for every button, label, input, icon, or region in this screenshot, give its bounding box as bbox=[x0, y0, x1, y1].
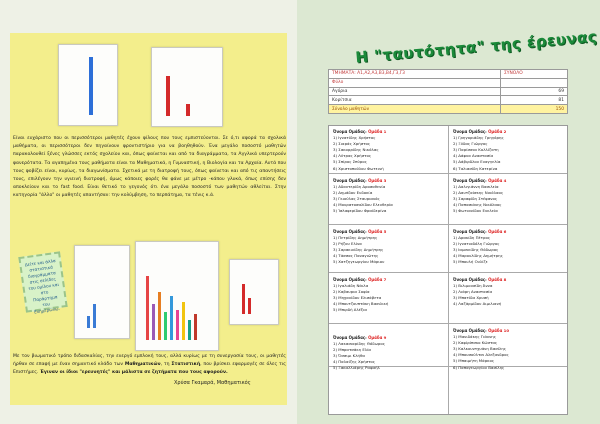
header-left: ΤΜΗΜΑΤΑ: Α1,Α2,Α3,Β3,Β4,Γ3,Γ3 bbox=[329, 70, 501, 79]
left-page bbox=[0, 0, 297, 424]
group-cell: Όνομα Ομάδας: Ομάδα 4 1) Δαλιγιάννη Βασιλεία 2) Δαυτζαίσκης Νικόλαος 3) Σαραφίδη Στέφανος 4) Παπασιάνης Νικόλαος 5) Φωτιανίδου Ευκλεία bbox=[453, 178, 507, 214]
chart-photo-5 bbox=[229, 259, 279, 325]
header-right: ΣΥΝΟΛΟ bbox=[501, 70, 568, 79]
group-cell: Όνομα Ομάδας: Ομάδα 5 1) Πετρίδης Δημήτρης 2) Ρήζου Ελίνα 3) Σαρακινίδης Δημήτρης 4) Τάσσας Παναγιώτης 5) Χατζηγεωργίου Μάριου bbox=[333, 229, 387, 265]
group-cell: Όνομα Ομάδας: Ομάδα 1 1) Ιγνατίδης Χρήστος 2) Σιαράς Χρήστος 3) Σακορρίδης Νικόλας 4) Λύτρας Χρήστος 5) Σπίρος Σπύρος 6) Χριστοπούλου Φωτεινή bbox=[333, 129, 387, 171]
table-row: Αγόρια 69 bbox=[329, 87, 568, 96]
group-cell: Όνομα Ομάδας: Ομάδα 3 1) Αδαντερίδη Δροσοθενία 2) Δημάδου Ευδοκία 3) Γκιούλας Σταυριανός 4) Μουρατοσαλίδου Ελευθερία 5) Ίσλαφερίδου Φραίδερίνα bbox=[333, 178, 393, 214]
group-cell: Όνομα Ομάδας: Ομάδα 10 1) Μανιδάκης Γιάννης 2) Καφίρίπσκο Κώστας 3) Καλκουντχυάνη Βασίλης 4) Μπουσούλτσι Αλεξανδρος 5) Μπαιμήτη Μάρκος 6) Παπαγεωργίου Βασίλης bbox=[453, 328, 510, 370]
row-divider bbox=[329, 173, 567, 174]
row-divider bbox=[329, 323, 567, 324]
group-cell: Όνομα Ομάδας: Ομάδα 9 1) Λακασιαρίδης Θόδωρος 2) Μπρατσάκη Ελία 3) Όσσιμι Κλήθα 4) Παλαίζης Χρήστος 5) Ξακαλλιάρης Ραφαήλ bbox=[333, 335, 387, 371]
groups-table bbox=[328, 125, 568, 415]
article-paragraph: Είναι ευχάριστο που οι περισσότεροι μαθητές έχουν φίλους που τους εμπιστεύονται. Σε ό,τι αφορά τα σχολικά μαθήματα, οι περισσότεροι δεν πηγαίνουν φροντιστήριο για να βοηθηθούν. Ένα μεγάλο ποσοστό μαθητών παρακολουθεί ξένες γλώσσες εκτός σχολείου και, όπως φαίνεται και από τα διαγράμματα, τα Αγγλικά υπερτερούν φανερότατα. Τα αγαπημένα τους μαθήματα είναι τα Μαθηματικά, η Γυμναστική, η Βιολογία και τα Αρχαία. Αυτά που τους φοβίζει είναι, κυρίως, τα διαγωνίσματα. Σχετικά με τη διατροφή τους, όπως φαίνεται και από τις απαντήσεις τους, επιλέγουν την υγιεινή διατροφή, όμως κάποιες φορές θα φάνε με μέτρο -κάπου γλυκά, όπως επίσης δεν αποκλείουν και το fast food. Είναι θετικό το γεγονός ότι ένα μεγάλο ποσοστό των μαθητών αθλείται. Στην κατηγορία "άλλο" οι μαθητές απαντήσαν: την κολύμβηση, το περπάτημα, τα τένις κ.ά. bbox=[13, 136, 286, 199]
chart-photo-4 bbox=[135, 241, 219, 351]
closing-paragraph: Με τον βιωματικό τρόπο διδασκαλίας, την ενεργό εμπλοκή τους, αλλά κυρίως με τη συνεργασία τους, οι μαθητές ήρθαν σε επαφή με έναν σημαντικό κλάδο των Μαθηματικών, τη Στατιστική, που βρίσκει εφαρμογές σε όλες τις Επιστήμες. Έγιναν οι ίδιοι "ερευνητές" και μάλιστα σε ζητήματα που τους αφορούν. bbox=[13, 354, 286, 376]
group-cell: Όνομα Ομάδας: Ομάδα 2 1) Γρηγοριάδης Γρηγόρης 2) Ξύδας Γιώργος 3) Παρίσσου Κολλίζατη 4) Δάφνα Αναστασία 5) Δάβιρδλου Ευαγγελία 6) Ταλιασίδη Κατερίνα bbox=[453, 129, 507, 171]
sticky-note: Δείτε και άλλα στατιστικά διαγράμματα στις σελίδες του ομίλου και στο Παράρτημα του Ενημερώνω. bbox=[18, 251, 67, 312]
row-divider bbox=[329, 224, 567, 225]
article-panel bbox=[10, 33, 287, 405]
chart-photo-3 bbox=[74, 245, 130, 339]
table-row: Φύλο bbox=[329, 78, 568, 87]
signature: Χρύσα Γκαμαρά, Μαθηματικός bbox=[174, 380, 251, 386]
group-cell: Όνομα Ομάδας: Ομάδα 6 1) Δρακίδη Πέτρος 2) Ιγνατιαδόλη Γιώργος 3) Ιαμσικίδης Θόδωρος 4) Μαρουλίδης Δημήτρης 5) Μπουλή Ουλίζε bbox=[453, 229, 507, 265]
group-cell: Όνομα Ομάδας: Ομάδα 7 1) Ιγαλιάδη Νάιλα 2) Καβαυρια Σοφία 3) Μηχανίδου Ελισάβετα 4) Μπουτζουπτάκη Βασιλική 5) Μπιρδή Αλέξια bbox=[333, 277, 389, 313]
right-page bbox=[297, 0, 600, 424]
table-row-total: Σύνολο μαθητών 150 bbox=[329, 105, 568, 114]
group-cell: Όνομα Ομάδας: Ομάδα 8 1) Βιλιμουσίδη Άννα 2) Λιάρη Αναστασία 3) Μπατίδα Χρυσή 4) Λαζάρμίδου Αιμιλιανή bbox=[453, 277, 507, 307]
table-header-row bbox=[329, 70, 568, 79]
chart-photo-2 bbox=[151, 47, 223, 127]
survey-table bbox=[328, 69, 568, 114]
page-title: Η "ταυτότητα" της έρευνας bbox=[354, 27, 598, 67]
table-row: Κορίτσια 81 bbox=[329, 96, 568, 105]
row-divider bbox=[329, 272, 567, 273]
chart-photo-1 bbox=[58, 44, 118, 126]
